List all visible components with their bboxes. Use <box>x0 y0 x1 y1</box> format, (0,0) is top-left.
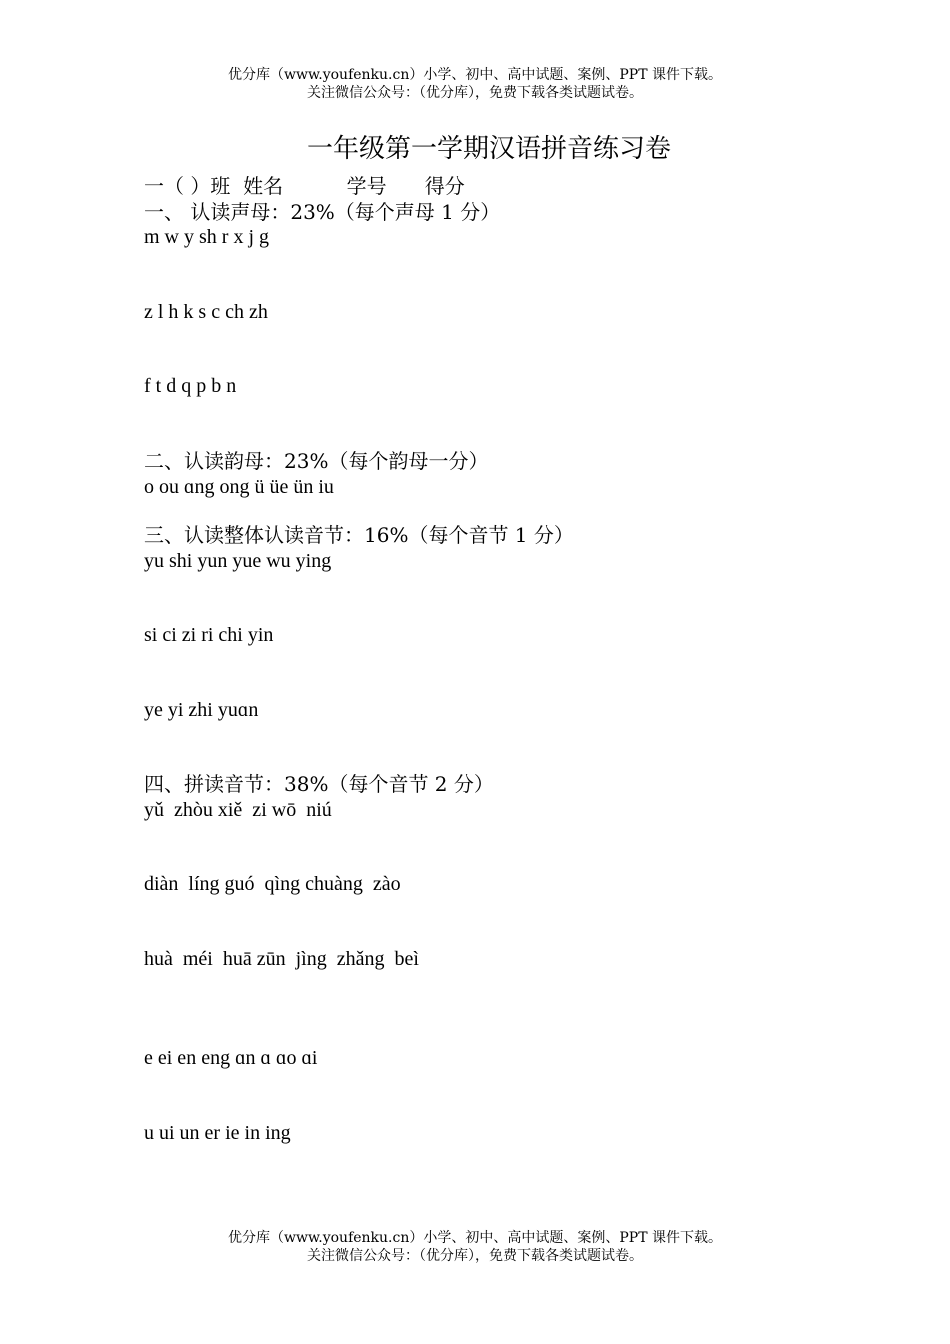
header-line-2: 关注微信公众号：（优分库），免费下载各类试题试卷。 <box>307 85 643 101</box>
section-1-row-1: m w y sh r x j g <box>144 226 269 248</box>
section-3-heading: 三、认读整体认读音节：16%（每个音节 1 分） <box>144 523 574 547</box>
section-4-row-2: diàn líng guó qìng chuàng zào <box>144 873 401 895</box>
section-4-row-1: yǔ zhòu xiě zi wō niú <box>144 799 332 821</box>
extra-row-2: u ui un er ie in ing <box>144 1122 291 1144</box>
header-line-1: 优分库（www.youfenku.cn）小学、初中、高中试题、案例、PPT 课件下载。 <box>227 67 722 83</box>
footer-line-2: 关注微信公众号：（优分库），免费下载各类试题试卷。 <box>307 1248 643 1264</box>
section-3-row-1: yu shi yun yue wu ying <box>144 550 332 572</box>
section-1-row-2: z l h k s c ch zh <box>144 301 268 323</box>
document-title: 一年级第一学期汉语拼音练习卷 <box>306 134 671 164</box>
footer-line-1: 优分库（www.youfenku.cn）小学、初中、高中试题、案例、PPT 课件下载。 <box>227 1230 722 1246</box>
page-footer <box>0 1229 950 1265</box>
student-info-line: 一（ ）班 姓名 学号 得分 <box>144 174 465 198</box>
section-3-row-3: ye yi zhi yuɑn <box>144 699 259 721</box>
page-header <box>0 66 950 102</box>
section-4-heading: 四、拼读音节：38%（每个音节 2 分） <box>144 772 494 796</box>
section-4-row-3: huà méi huā zūn jìng zhǎng beì <box>144 948 419 970</box>
section-3-row-2: si ci zi ri chi yin <box>144 624 274 646</box>
section-1-row-3: f t d q p b n <box>144 375 237 397</box>
section-2-heading: 二、认读韵母：23%（每个韵母一分） <box>144 449 489 473</box>
section-1-heading: 一、 认读声母：23%（每个声母 1 分） <box>144 200 501 224</box>
extra-row-1: e ei en eng ɑn ɑ ɑo ɑi <box>144 1047 318 1069</box>
section-2-row-1: o ou ɑng ong ü üe ün iu <box>144 476 334 498</box>
